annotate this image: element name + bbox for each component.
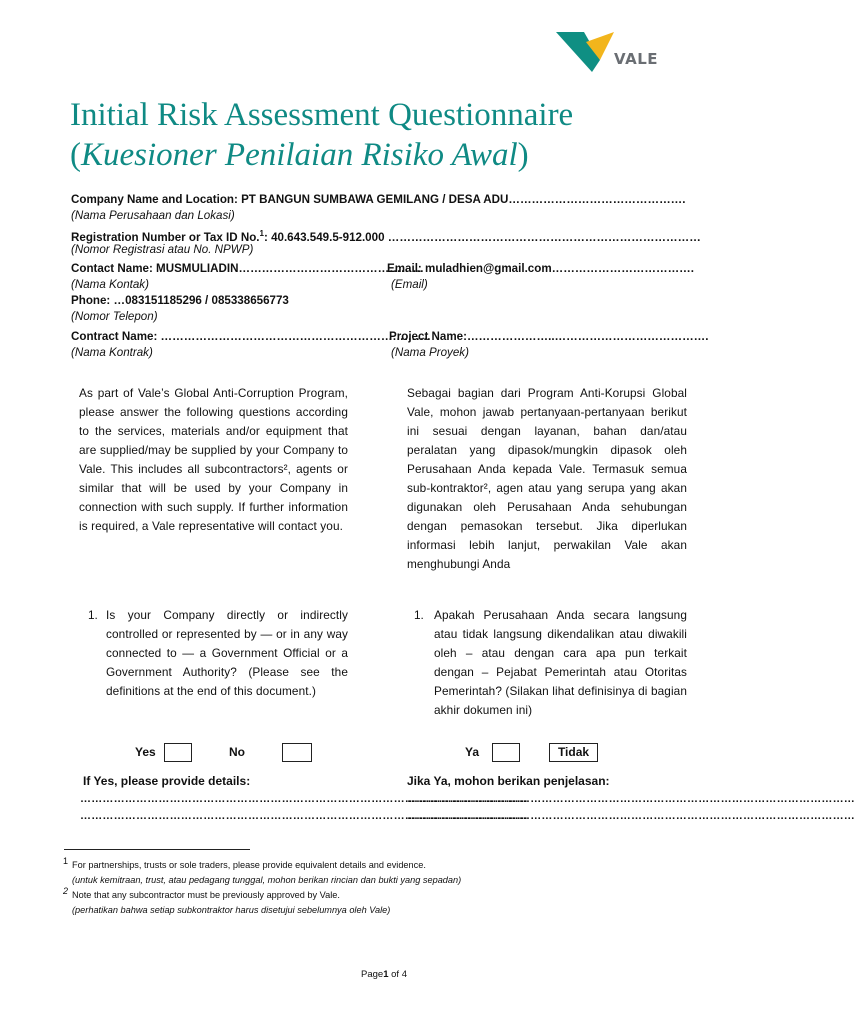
- ya-label: Ya: [465, 745, 480, 759]
- footnote-2-english: Note that any subcontractor must be previously approved by Vale.: [72, 890, 340, 900]
- registration-line: Registration Number or Tax ID No.$^1$: 40.643.549.5-912.000 ………………………………………………………………………: [71, 229, 701, 244]
- details-indonesian-label: Jika Ya, mohon berikan penjelasan:: [407, 774, 610, 788]
- page-title: Initial Risk Assessment Questionnaire: [70, 97, 574, 133]
- ya-checkbox[interactable]: [492, 743, 520, 762]
- question-1-number: 1.: [88, 608, 98, 622]
- phone-line: Phone: …083151185296 / 085338656773: [71, 294, 289, 307]
- intro-english: As part of Vale’s Global Anti-Corruption Program, please answer the following questions according to the services, materials and/or equipment that are supplied/may be supplied by your Company to Vale. This includes all subcontractors², agents or similar that will be used by your Company in connection with such supply. If further information is required, a Vale representative will contact you.: [79, 386, 348, 533]
- question-1-number-id: 1.: [414, 608, 424, 622]
- email-line: Email: muladhien@gmail.com……………………………….: [387, 262, 694, 275]
- no-label: No: [229, 745, 245, 759]
- footnote-1-english: For partnerships, trusts or sole traders, please provide equivalent details and evidence.: [72, 860, 426, 870]
- footnote-1-indonesian: (untuk kemitraan, trust, atau pedagang tunggal, mohon berikan rincian dan bukti yang sepadan): [72, 875, 462, 885]
- contract-name-line: Contract Name: …………………………………………………………….: [71, 330, 431, 343]
- yes-checkbox[interactable]: [164, 743, 192, 762]
- footnote-2-mark: 2: [63, 886, 69, 896]
- page-number: Page1 of 4: [361, 969, 407, 980]
- details-english-label: If Yes, please provide details:: [83, 774, 251, 788]
- contact-name-sub: (Nama Kontak): [71, 278, 149, 291]
- tidak-label: Tidak: [557, 745, 590, 759]
- no-checkbox[interactable]: [282, 743, 312, 762]
- company-name-sub: (Nama Perusahaan dan Lokasi): [71, 209, 235, 222]
- intro-indonesian: Sebagai bagian dari Program Anti-Korupsi Global Vale, mohon jawab pertanyaan-pertanyaan berikut ini sesuai dengan layanan, bahan dan/atau peralatan yang dipasok/mungkin dipasok oleh Perusahaan Anda kepada Vale. Termasuk semua sub-kontraktor², agen atau yang serupa yang akan digunakan oleh Perusahaan Anda sehubungan dengan pemasokan tersebut. Jika diperlukan informasi lebih lanjut, perwakilan Vale akan menghubungi Anda: [407, 386, 687, 571]
- footnote-2-indonesian: (perhatikan bahwa setiap subkontraktor harus disetujui sebelumnya oleh Vale): [72, 905, 391, 915]
- page-subtitle: (Kuesioner Penilaian Risiko Awal): [70, 137, 529, 173]
- question-1-indonesian: Apakah Perusahaan Anda secara langsung atau tidak langsung dikendalikan atau diwakili oleh – atau dengan cara apa pun terkait dengan – Pejabat Pemerintah atau Otoritas Pemerintah? (Silakan lihat definisinya di bagian akhir dokumen ini): [434, 608, 687, 717]
- project-name-line: Project Name:…………………..………………………………….: [389, 330, 709, 343]
- details-english-line-2[interactable]: …………………………………………………………………………………………………………: [80, 810, 528, 822]
- email-sub: (Email): [391, 278, 428, 291]
- details-indonesian-line-1[interactable]: …………………………………………………………………………………………………………: [407, 793, 855, 805]
- question-1-english: Is your Company directly or indirectly controlled or represented by — or in any way connected to — a Government Official or a Government Authority? (Please see the definitions at the end of this document.): [106, 608, 348, 698]
- contact-name-line: Contact Name: MUSMULIADIN…………………………………………: [71, 262, 424, 275]
- registration-sub: (Nomor Registrasi atau No. NPWP): [71, 243, 254, 256]
- yes-label: Yes: [135, 745, 156, 759]
- contract-name-sub: (Nama Kontrak): [71, 346, 153, 359]
- vale-logo-text: VALE: [614, 50, 659, 68]
- footnote-divider: [64, 849, 250, 850]
- footnote-1-mark: 1: [63, 856, 69, 866]
- phone-sub: (Nomor Telepon): [71, 310, 158, 323]
- details-indonesian-line-2[interactable]: …………………………………………………………………………………………………………: [407, 810, 855, 822]
- company-name-line: Company Name and Location: PT BANGUN SUMBAWA GEMILANG / DESA ADU……………………………………….: [71, 193, 686, 206]
- details-english-line-1[interactable]: …………………………………………………………………………………………………………: [80, 793, 528, 805]
- project-name-sub: (Nama Proyek): [391, 346, 469, 359]
